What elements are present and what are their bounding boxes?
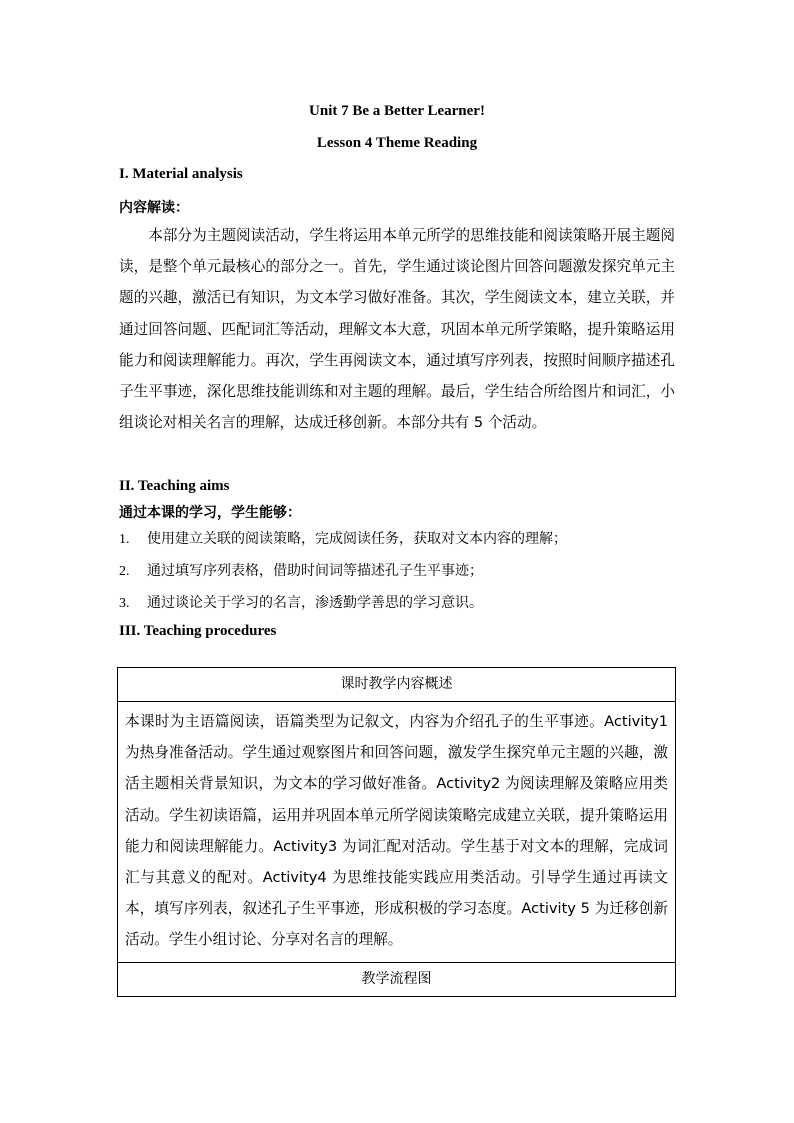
aim-item [119,528,679,548]
lesson-title: Lesson 4 Theme Reading [316,135,478,151]
unit-title: Unit 7 Be a Better Learner! [309,103,485,119]
lesson-overview-table [117,667,676,997]
aim-number: 2. [119,564,130,579]
teaching-aims-heading: II. Teaching aims [119,478,230,494]
table-body-cell: 本课时为主语篇阅读，语篇类型为记叙文，内容为介绍孔子的生平事迹。Activity1 为热身准备活动。学生通过观察图片和回答问题，激发学生探究单元主题的兴趣，激活主题相关背景知识，为文本的学习做好准备。Activity2 为阅读理解及策略应用类活动。学生初读语篇，运用并巩固本单元所学阅读策略完成建立关联，提升策略运用能力和阅读理解能力。Activity3 为词汇配对活动。学生基于对文本的理解，完成词汇与其意义的配对。Activity4 为思维技能实践应用类活动。引导学生通过再读文本，填写序列表，叙述孔子生平事迹，形成积极的学习态度。Activity 5 为迁移创新活动。学生小组讨论、分享对名言的理解。 [118,701,675,963]
teaching-aims-subheading: 通过本课的学习，学生能够： [119,505,301,521]
aim-item [119,560,679,580]
aim-text: 使用建立关联的阅读策略，完成阅读任务，获取对文本内容的理解； [147,531,567,547]
aim-item [119,592,679,612]
aim-number: 1. [119,532,130,547]
material-analysis-paragraph: 本部分为主题阅读活动，学生将运用本单元所学的思维技能和阅读策略开展主题阅读，是整个单元最核心的部分之一。首先，学生通过谈论图片回答问题激发探究单元主题的兴趣，激活已有知识，为文本学习做好准备。其次，学生阅读文本，建立关联，并通过回答问题、匹配词汇等活动，理解文本大意，巩固本单元所学策略，提升策略运用能力和阅读理解能力。再次，学生再阅读文本，通过填写序列表，按照时间顺序描述孔子生平事迹，深化思维技能训练和对主题的理解。最后，学生结合所给图片和词汇，小组谈论对相关名言的理解，达成迁移创新。本部分共有 5 个活动。 [119,227,675,432]
aim-text: 通过填写序列表格，借助时间词等描述孔子生平事迹； [147,563,483,579]
teaching-procedures-heading: III. Teaching procedures [119,623,277,639]
aim-number: 3. [119,596,130,611]
table-footer-cell: 教学流程图 [361,970,432,987]
table-header-cell: 课时教学内容概述 [340,676,453,692]
content-interpretation-subheading: 内容解读： [119,200,189,216]
aim-text: 通过谈论关于学习的名言，渗透勤学善思的学习意识。 [147,595,483,611]
material-analysis-heading: I. Material analysis [119,166,243,182]
